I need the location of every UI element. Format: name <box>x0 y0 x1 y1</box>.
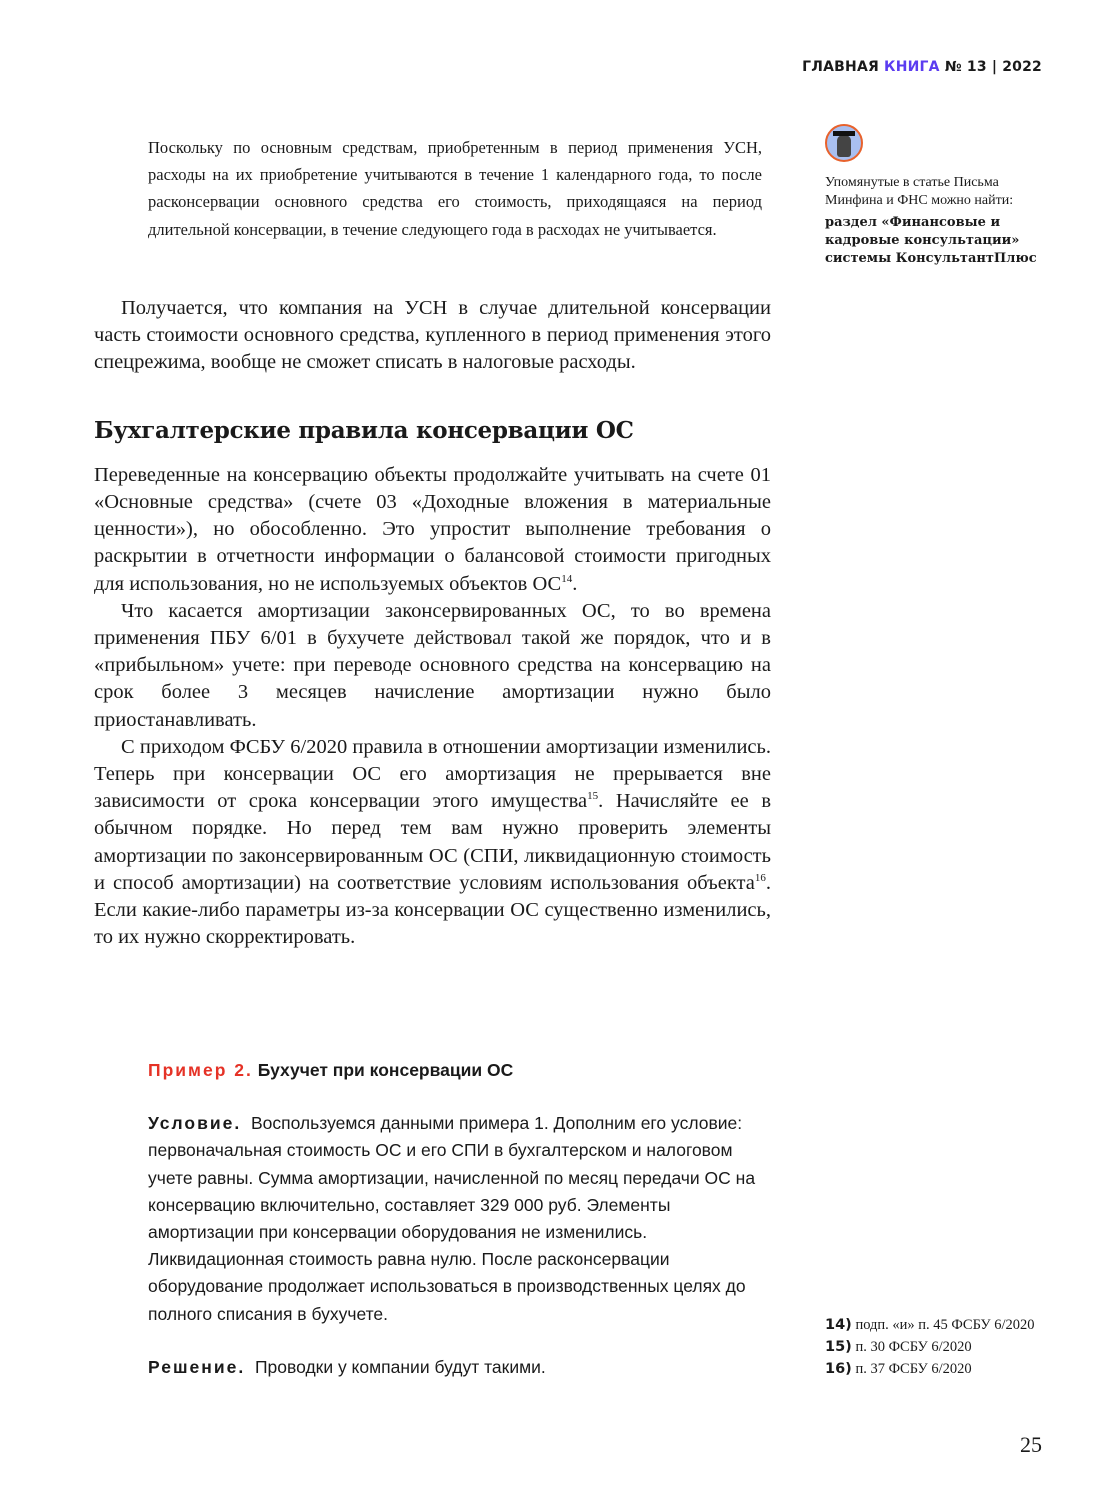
example-block <box>148 1057 778 1407</box>
footnote <box>825 1314 1035 1336</box>
solution-text: Проводки у компании будут такими. <box>254 1356 546 1377</box>
footnote-number: 15) <box>825 1339 852 1355</box>
example-solution <box>148 1354 778 1381</box>
brand-name: ГЛАВНАЯ <box>802 59 879 75</box>
professor-avatar-icon <box>825 124 863 162</box>
running-header <box>802 59 1042 75</box>
sidebar-note-text: Упомянутые в статье Письма Минфина и ФНС можно найти: <box>825 175 1014 208</box>
paragraph <box>94 462 771 598</box>
footnote-ref[interactable]: 15 <box>587 790 599 803</box>
condition-label: Условие. <box>148 1113 242 1134</box>
quote-block: Поскольку по основным средствам, приобретенным в период применения УСН, расходы на их приобретение учитываются в течение 1 календарного года, то после расконсервации основного средства его стоимость, приходящаяся на период длительной консервации, в течение следующего года в расходах не учитывается. <box>148 138 762 239</box>
sidebar-note <box>825 124 1055 268</box>
main-text <box>94 295 771 951</box>
solution-label: Решение. <box>148 1356 246 1377</box>
paragraph-text: С приходом ФСБУ 6/2020 правила в отношении амортизации изменились. Теперь при консервации ОС его амортизация не прерывается вне зависимости от срока консервации этого имущества <box>94 735 771 813</box>
footnote-number: 14) <box>825 1317 852 1333</box>
paragraph-text: . Начисляйте ее в обычном порядке. Но перед тем вам нужно проверить элементы амортизации по законсервированным ОС (СПИ, ликвидационную стоимость и способ амортизации) на соответствие условиям использования объекта <box>94 790 771 894</box>
issue-number: № 13 | 2022 <box>944 59 1042 75</box>
sidebar-note-source: раздел «Финансовые и кадровые консультации» системы КонсультантПлюс <box>825 215 1037 266</box>
footnote-text: п. 30 ФСБУ 6/2020 <box>855 1339 972 1355</box>
footnote-number: 16) <box>825 1361 852 1377</box>
footnote <box>825 1358 1035 1380</box>
example-condition <box>148 1110 778 1328</box>
example-title <box>148 1057 778 1084</box>
paragraph: Что касается амортизации законсервированных ОС, то во времена применения ПБУ 6/01 в бухучете действовал такой же порядок, что и в «прибыльном» учете: при переводе основного средства на консервацию на срок более 3 месяцев начисление амортизации нужно было приостанавливать. <box>94 599 771 731</box>
paragraph: Получается, что компания на УСН в случае длительной консервации часть стоимости основного средства, купленного в период применения этого спецрежима, вообще не сможет списать в налоговые расходы. <box>94 297 771 374</box>
footnotes <box>825 1314 1035 1380</box>
footnote-ref[interactable]: 16 <box>754 872 766 885</box>
footnote-text: подп. «и» п. 45 ФСБУ 6/2020 <box>855 1317 1035 1333</box>
paragraph-text: Переведенные на консервацию объекты продолжайте учитывать на счете 01 «Основные средства» (счете 03 «Доходные вложения в материальные ценности»), но обособленно. Это упростит выполнение требования о раскрытии в отчетности информации о балансовой стоимости пригодных для использования, но не используемых объектов ОС <box>94 463 771 595</box>
condition-text: Воспользуемся данными примера 1. Дополним его условие: первоначальная стоимость ОС и его СПИ в бухгалтерском и налоговом учете равны. Сумма амортизации, начисленной по месяц передачи ОС на консервацию включительно, составляет 329 000 руб. Элементы амортизации при консервации оборудования не изменились. Ликвидационная стоимость равна нулю. После расконсервации оборудование продолжает использоваться в производственных целях до полного списания в бухучете. <box>148 1113 756 1324</box>
example-heading: Бухучет при консервации ОС <box>257 1060 514 1080</box>
section-heading: Бухгалтерские правила консервации ОС <box>94 416 634 444</box>
paragraph <box>94 734 771 952</box>
paragraph-text: . <box>572 572 578 595</box>
footnote <box>825 1336 1035 1358</box>
example-label: Пример 2. <box>148 1060 253 1080</box>
footnote-ref[interactable]: 14 <box>561 572 573 585</box>
page-number: 25 <box>1020 1432 1042 1457</box>
footnote-text: п. 37 ФСБУ 6/2020 <box>855 1361 972 1377</box>
paragraph-text: . Если какие-либо параметры из-за консервации ОС существенно изменились, то их нужно скорректировать. <box>94 871 771 949</box>
brand-name-accent: КНИГА <box>884 59 940 75</box>
